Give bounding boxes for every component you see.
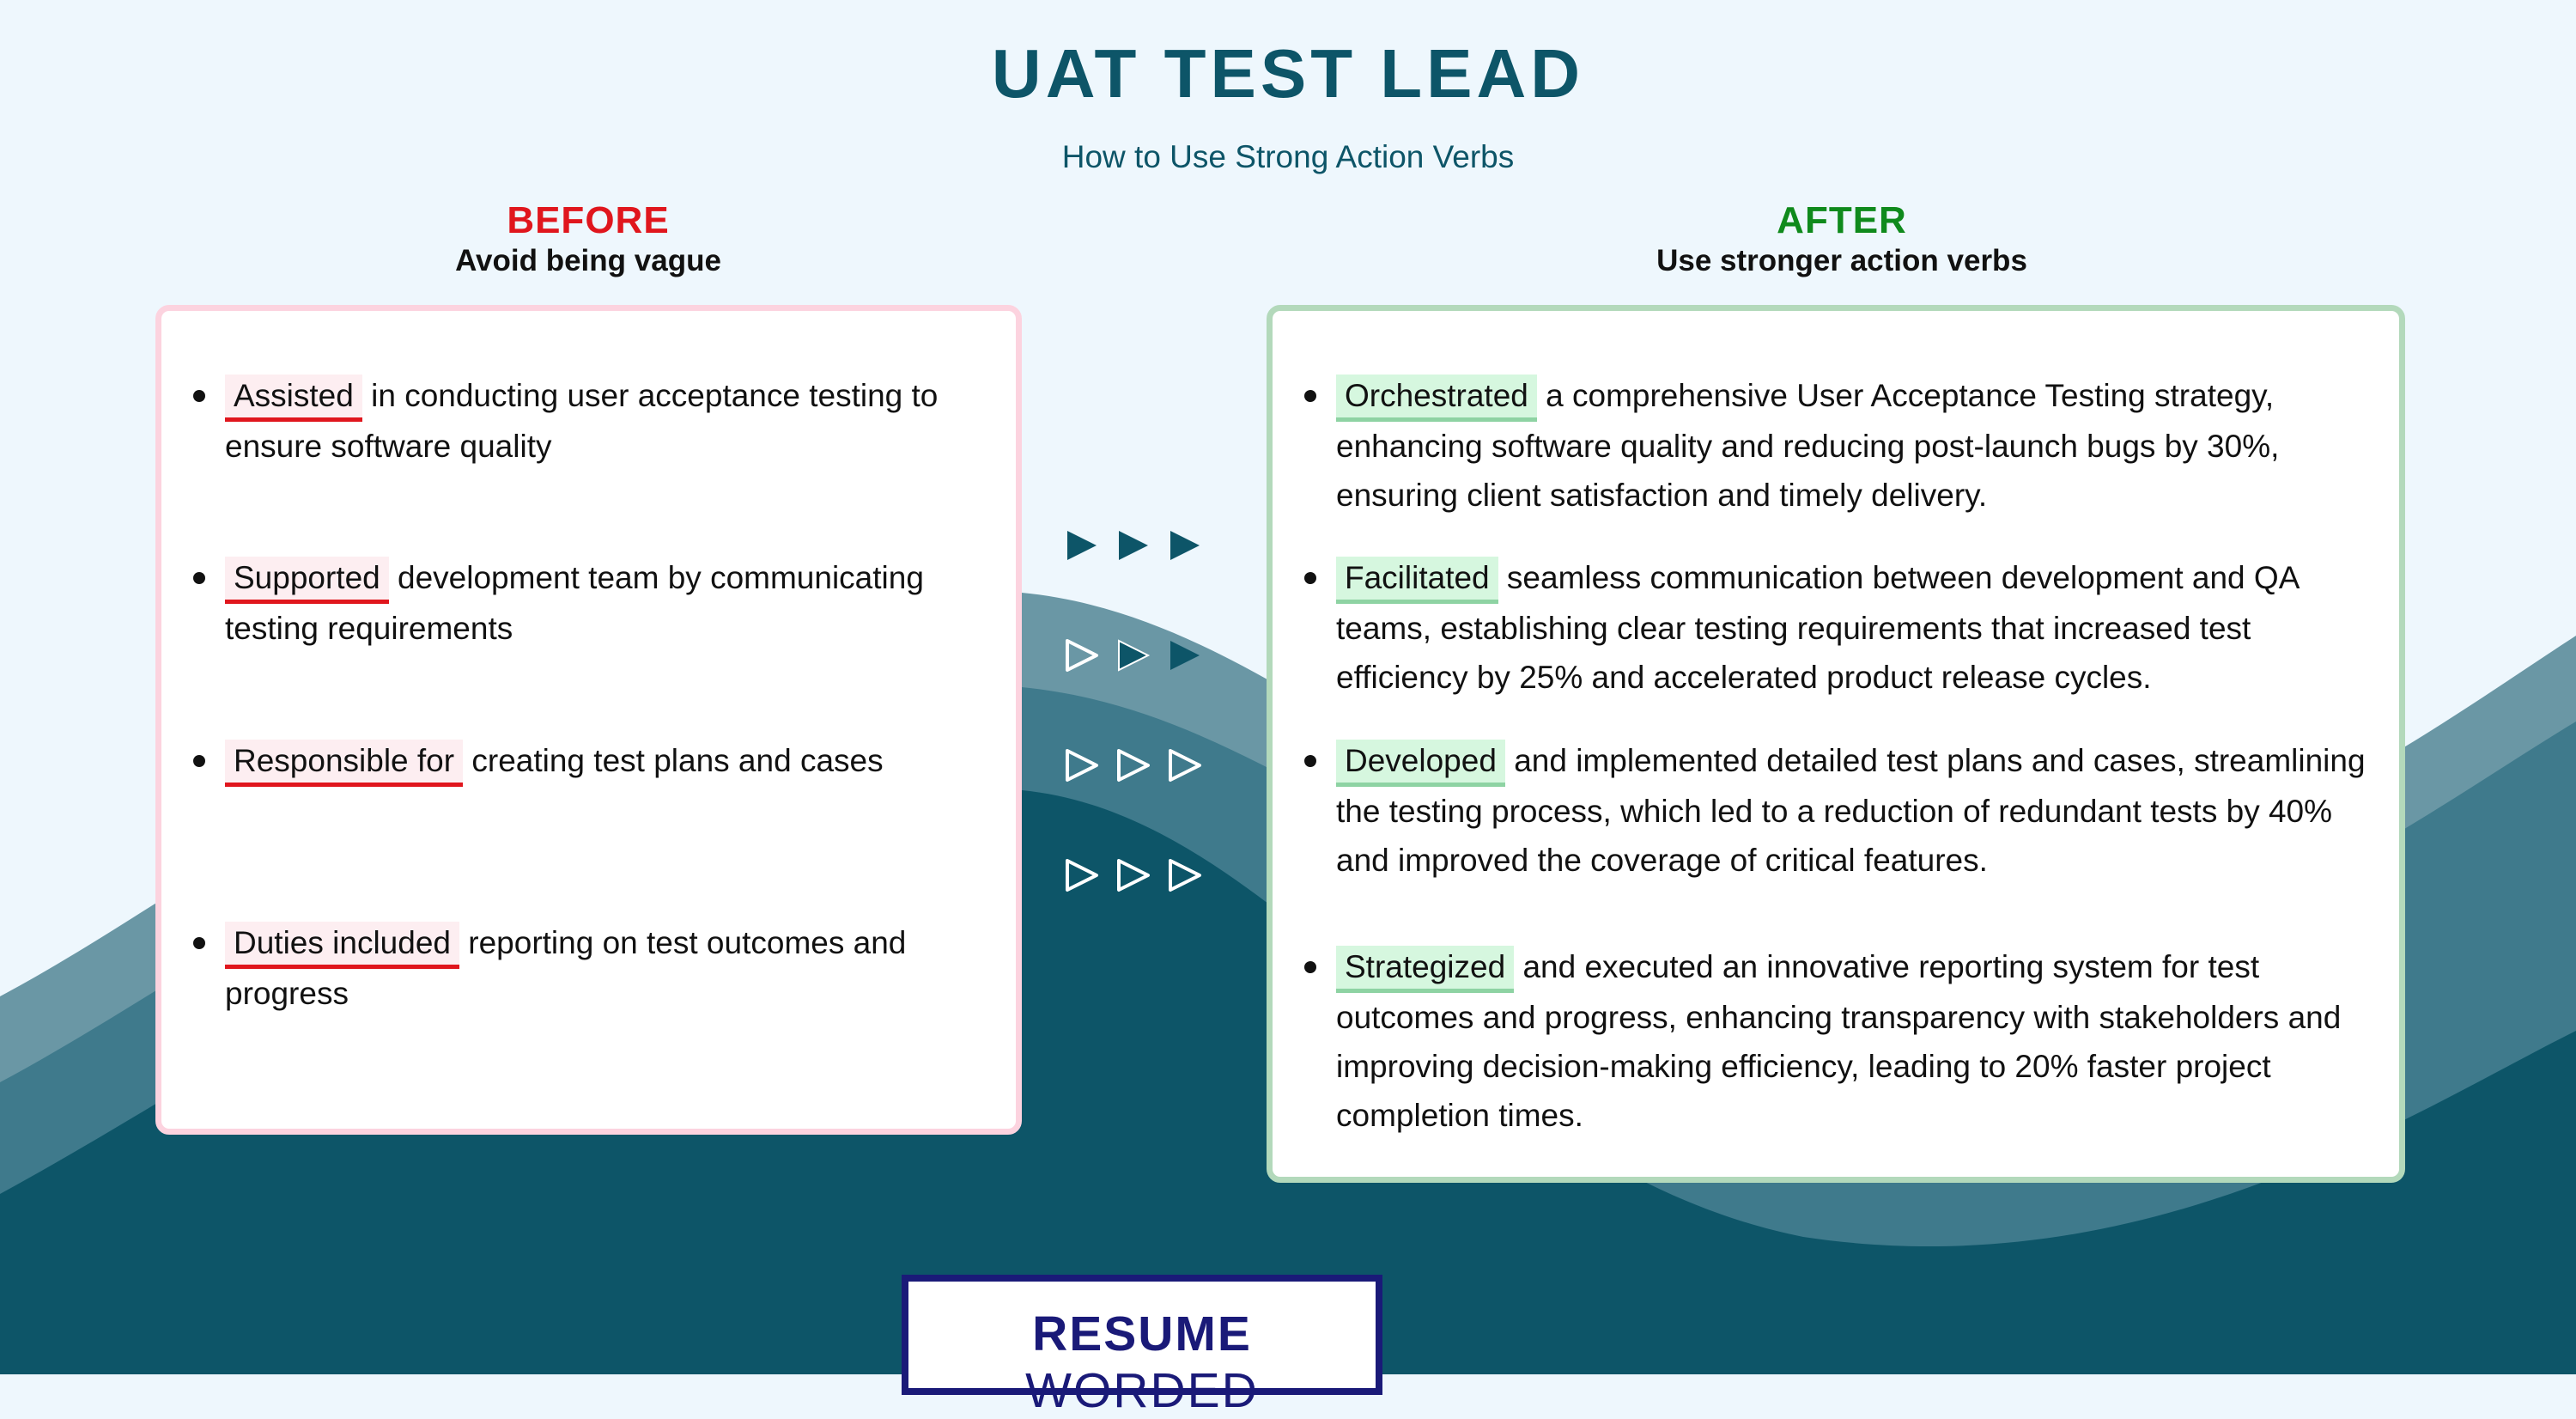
- play-triangle-outline-icon: [1062, 746, 1102, 785]
- weak-verb-highlight: Responsible for: [225, 740, 463, 787]
- bullet-dot-icon: [1304, 390, 1316, 402]
- before-label: BEFORE: [507, 199, 670, 241]
- before-item-text: creating test plans and cases: [471, 743, 884, 778]
- before-item-text: reporting on test outcomes and progress: [225, 925, 907, 1011]
- before-item: [225, 918, 981, 1018]
- play-triangle-icon: [1165, 636, 1205, 675]
- before-item-text: development team by communicating testing requirements: [225, 560, 924, 646]
- bullet-dot-icon: [1304, 961, 1316, 973]
- arrow-row: [1062, 636, 1217, 679]
- before-heading: [159, 199, 1018, 278]
- play-triangle-outline-icon: [1062, 636, 1102, 675]
- page-subtitle: How to Use Strong Action Verbs: [1061, 139, 1515, 174]
- bullet-dot-icon: [193, 390, 205, 402]
- weak-verb-highlight: Supported: [225, 557, 389, 604]
- before-item: [225, 553, 981, 653]
- brand-logo: [902, 1275, 1382, 1418]
- play-triangle-outline-icon: [1114, 746, 1153, 785]
- arrow-row: [1062, 856, 1217, 899]
- play-triangle-outline-icon: [1165, 856, 1205, 895]
- bullet-dot-icon: [193, 937, 205, 949]
- arrow-row: [1062, 746, 1217, 789]
- after-item-text: a comprehensive User Acceptance Testing strategy, enhancing software quality and reducing post-launch bugs by 30%, ensuring client satisfaction and timely delivery.: [1336, 378, 2280, 513]
- before-sublabel: Avoid being vague: [455, 244, 721, 277]
- after-item: [1336, 736, 2366, 885]
- before-item: [225, 371, 981, 471]
- after-item-text: seamless communication between development and QA teams, establishing clear testing requirements that increased test efficiency by 25% and accelerated product release cycles.: [1336, 560, 2299, 695]
- after-item-text: and implemented detailed test plans and cases, streamlining the testing process, which led to a reduction of redundant tests by 40% and improved the coverage of critical features.: [1336, 743, 2366, 878]
- play-triangle-icon: [1114, 636, 1153, 675]
- after-item: [1336, 371, 2366, 520]
- after-item: [1336, 942, 2366, 1140]
- play-triangle-icon: [1062, 526, 1102, 565]
- play-triangle-outline-icon: [1062, 856, 1102, 895]
- play-triangle-icon: [1114, 526, 1153, 565]
- strong-verb-highlight: Developed: [1336, 740, 1505, 787]
- strong-verb-highlight: Strategized: [1336, 946, 1514, 993]
- weak-verb-highlight: Duties included: [225, 922, 459, 969]
- before-panel: [155, 305, 1022, 1135]
- bullet-dot-icon: [193, 572, 205, 584]
- before-item-text: in conducting user acceptance testing to ensure software quality: [225, 378, 939, 464]
- page-title: UAT TEST LEAD: [991, 35, 1585, 112]
- brand-word-bold: RESUME: [1032, 1306, 1252, 1361]
- strong-verb-highlight: Orchestrated: [1336, 375, 1537, 422]
- weak-verb-highlight: Assisted: [225, 375, 362, 422]
- bullet-dot-icon: [193, 755, 205, 767]
- play-triangle-outline-icon: [1114, 856, 1153, 895]
- play-triangle-icon: [1165, 526, 1205, 565]
- after-heading: [1271, 199, 2413, 278]
- after-item-text: and executed an innovative reporting system for test outcomes and progress, enhancing transparency with stakeholders and improving decision-making efficiency, leading to 20% faster project completion times.: [1336, 949, 2342, 1133]
- after-sublabel: Use stronger action verbs: [1656, 244, 2027, 277]
- brand-word-light: WORDED: [1025, 1363, 1259, 1418]
- bullet-dot-icon: [1304, 572, 1316, 584]
- after-label: AFTER: [1777, 199, 1907, 241]
- after-item: [1336, 553, 2366, 702]
- arrow-row: [1062, 526, 1217, 569]
- after-panel: [1267, 305, 2405, 1183]
- bullet-dot-icon: [1304, 755, 1316, 767]
- strong-verb-highlight: Facilitated: [1336, 557, 1498, 604]
- play-triangle-outline-icon: [1165, 746, 1205, 785]
- before-item: [225, 736, 981, 787]
